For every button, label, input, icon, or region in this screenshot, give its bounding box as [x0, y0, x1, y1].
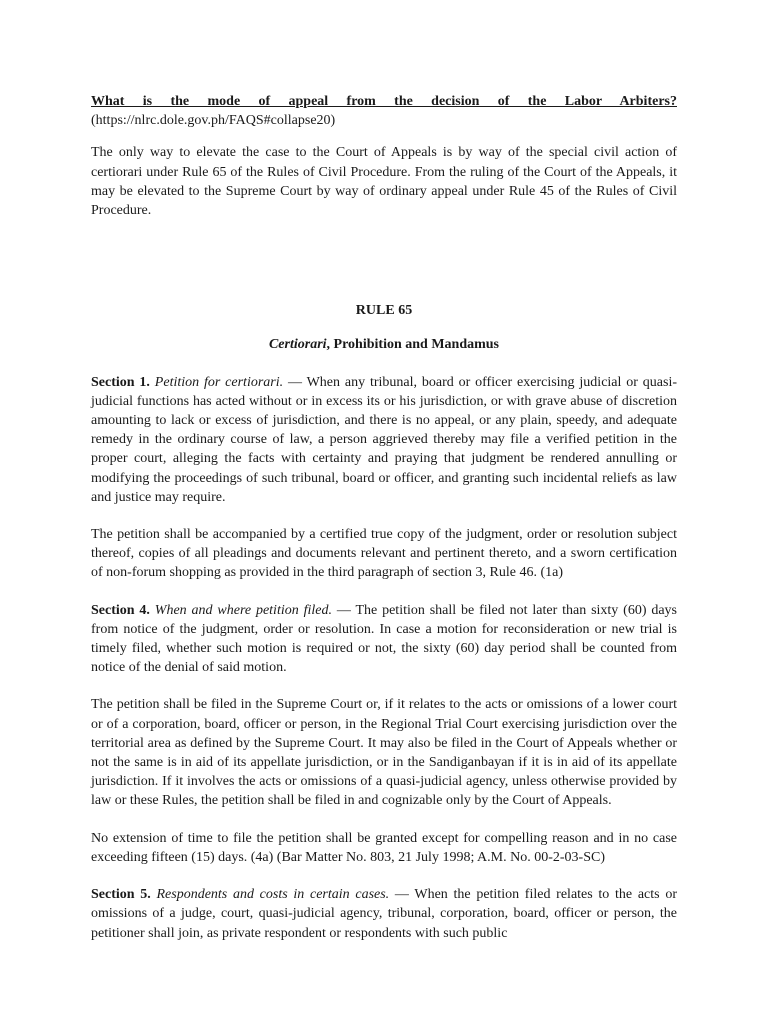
document-page: [91, 92, 677, 943]
section-5-number: Section 5.: [91, 887, 151, 903]
section-1-number: Section 1.: [91, 374, 150, 390]
section-1-text: — When any tribunal, board or officer exercising judicial or quasi-judicial functions has acted without or in excess its or his jurisdiction, or with grave abuse of discretion amounting to lack or excess of jurisdiction, and there is no appeal, or any plain, speedy, and adequate remedy in the ordinary course of law, a person aggrieved thereby may file a verified petition in the proper court, alleging the facts with certainty and praying that judgment be rendered annulling or modifying the proceedings of such tribunal, board or officer, and granting such incidental reliefs as law and justice may require.: [91, 374, 678, 505]
section-4-paragraph-3: No extension of time to file the petition shall be granted except for compelling reason and in no case exceeding fifteen (15) days. (4a) (Bar Matter No. 803, 21 July 1998; A.M. No. 00-2-03-SC): [91, 830, 677, 865]
faq-answer: The only way to elevate the case to the Court of Appeals is by way of the special civil action of certiorari under Rule 65 of the Rules of Civil Procedure. From the ruling of the Court of the Appeals, it may be elevated to the Supreme Court by way of ordinary appeal under Rule 45 of the Rules of Civil Procedure.: [91, 145, 677, 219]
section-4-text: — The petition shall be filed not later than sixty (60) days from notice of the judgment, order or resolution. In case a motion for reconsideration or new trial is timely filed, whether such motion is required or not, the sixty (60) day period shall be counted from notice of the denial of said motion.: [91, 602, 678, 676]
faq-source-link[interactable]: (https://nlrc.dole.gov.ph/FAQS#collapse20): [91, 113, 336, 129]
section-5-paragraph-1: [91, 885, 677, 943]
section-1-paragraph-1: [91, 373, 677, 507]
faq-question: What is the mode of appeal from the decision of the Labor Arbiters?: [91, 94, 677, 109]
section-5-text: — When the petition filed relates to the acts or omissions of a judge, court, quasi-judicial agency, tribunal, corporation, board, officer or person, the petitioner shall join, as private respondent or respondents with such public: [91, 887, 677, 941]
section-1-title: Petition for certiorari.: [154, 374, 284, 390]
faq-block: [91, 92, 677, 130]
section-4-number: Section 4.: [91, 602, 150, 618]
rule-subtitle-italic: Certiorari: [268, 337, 327, 353]
section-4-paragraph-1: [91, 601, 677, 678]
section-4-title: When and where petition filed.: [154, 602, 332, 618]
rule-subtitle-rest: , Prohibition and Mandamus: [326, 337, 500, 353]
section-1-paragraph-2: The petition shall be accompanied by a certified true copy of the judgment, order or resolution subject thereof, copies of all pleadings and documents relevant and pertinent thereto, and a sworn certification of non-forum shopping as provided in the third paragraph of section 3, Rule 46. (1a): [91, 527, 677, 581]
rule-title: RULE 65: [355, 303, 413, 319]
section-5-title: Respondents and costs in certain cases.: [156, 887, 390, 903]
rule-subtitle: [91, 335, 677, 354]
section-4-paragraph-2: The petition shall be filed in the Supreme Court or, if it relates to the acts or omissions of a lower court or of a corporation, board, officer or person, in the Regional Trial Court exercising jurisdiction over the territorial area as defined by the Supreme Court. It may also be filed in the Court of Appeals whether or not the same is in aid of its appellate jurisdiction, or in the Sandiganbayan if it is in aid of its appellate jurisdiction. If it involves the acts or omissions of a quasi-judicial agency, unless otherwise provided by law or these Rules, the petition shall be filed in and cognizable only by the Court of Appeals.: [91, 697, 677, 809]
